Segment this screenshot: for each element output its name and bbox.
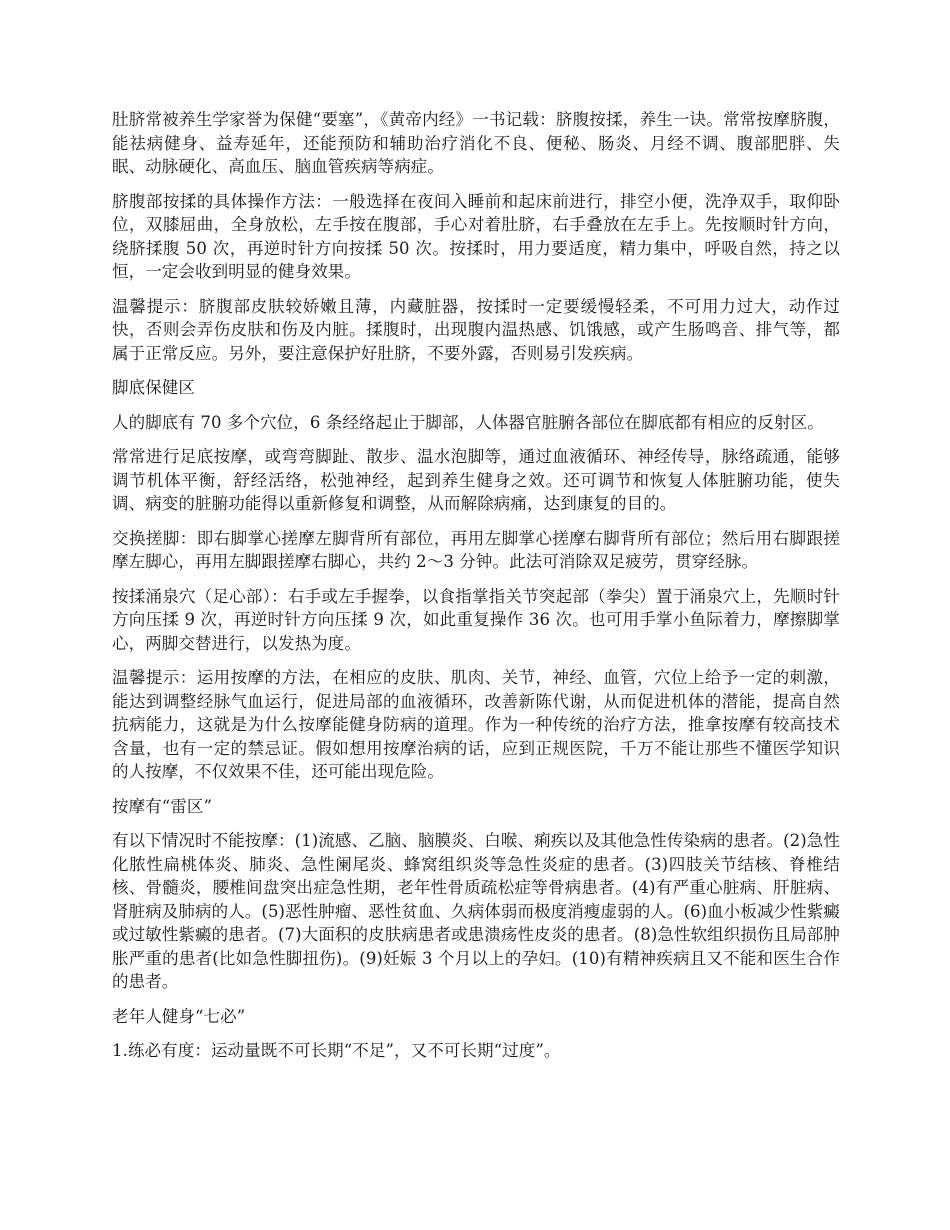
- paragraph-sole-massage: 常常进行足底按摩，或弯弯脚趾、散步、温水泡脚等，通过血液循环、神经传导，脉络疏通，能够调节机体平衡，舒经活络，松弛神经，起到养生健身之效。还可调节和恢复人体脏腑功能，使失调、病变的脏腑功能得以重新修复和调整，从而解除病痛，达到康复的目的。: [112, 447, 840, 513]
- document-body: [112, 108, 840, 1074]
- paragraph-elderly-rule-1: 1.练必有度：运动量既不可长期“不足”，又不可长期“过度”。: [112, 1041, 561, 1060]
- section-heading-massage-taboo: 按摩有“雷区”: [112, 796, 213, 816]
- paragraph-massage-tip: 温馨提示：运用按摩的方法，在相应的皮肤、肌肉、关节，神经、血管，穴位上给予一定的刺激，能达到调整经脉气血运行，促进局部的血液循环，改善新陈代谢，从而促进机体的潜能，提高自然抗病能力，这就是为什么按摩能健身防病的道理。作为一种传统的治疗方法，推拿按摩有较高技术含量，也有一定的禁忌证。假如想用按摩治病的话，应到正规医院，千万不能让那些不懂医学知识的人按摩，不仅效果不佳，还可能出现危险。: [112, 668, 840, 781]
- paragraph-navel-intro: 肚脐常被养生学家誉为保健“要塞”，《黄帝内经》一书记载：脐腹按揉，养生一诀。常常按摩脐腹，能祛病健身、益寿延年，还能预防和辅助治疗消化不良、便秘、肠炎、月经不调、腹部肥胖、失眠、动脉硬化、高血压、脑血管疾病等病症。: [112, 110, 840, 176]
- paragraph-navel-tip: 温馨提示：脐腹部皮肤较娇嫩且薄，内藏脏器，按揉时一定要缓慢轻柔，不可用力过大，动作过快，否则会弄伤皮肤和伤及内脏。揉腹时，出现腹内温热感、饥饿感，或产生肠鸣音、排气等，都属于正常反应。另外，要注意保护好肚脐，不要外露，否则易引发疾病。: [112, 296, 840, 363]
- paragraph-massage-contraindications: 有以下情况时不能按摩：(1)流感、乙脑、脑膜炎、白喉、痢疾以及其他急性传染病的患者。(2)急性化脓性扁桃体炎、肺炎、急性阑尾炎、蜂窝组织炎等急性炎症的患者。(3)四肢关节结核、脊椎结核、骨髓炎，腰椎间盘突出症急性期，老年性骨质疏松症等骨病患者。(4)有严重心脏病、肝脏病、肾脏病及肺病的人。(5)恶性肿瘤、恶性贫血、久病体弱而极度消瘦虚弱的人。(6)血小板减少性紫癜或过敏性紫癜的患者。(7)大面积的皮肤病患者或患溃疡性皮炎的患者。(8)急性软组织损伤且局部肿胀严重的患者(比如急性脚扭伤)。(9)妊娠 3 个月以上的孕妇。(10)有精神疾病且又不能和医生合作的患者。: [112, 831, 840, 991]
- paragraph-foot-rub: 交换搓脚：即右脚掌心搓摩左脚背所有部位，再用左脚掌心搓摩右脚背所有部位；然后用右脚跟搓摩左脚心，再用左脚跟搓摩右脚心，共约 2～3 分钟。此法可消除双足疲劳，贯穿经脉。: [112, 528, 840, 571]
- paragraph-navel-method: 脐腹部按揉的具体操作方法：一般选择在夜间入睡前和起床前进行，排空小便，洗净双手，取仰卧位，双膝屈曲，全身放松，左手按在腹部，手心对着肚脐，右手叠放在左手上。先按顺时针方向，绕脐揉腹 50 次，再逆时针方向按揉 50 次。按揉时，用力要适度，精力集中，呼吸自然，持之以恒，一定会收到明显的健身效果。: [112, 191, 840, 281]
- section-heading-elderly-fitness: 老年人健身“七必”: [112, 1006, 246, 1026]
- section-heading-sole: 脚底保健区: [112, 378, 195, 397]
- paragraph-sole-intro: 人的脚底有 70 多个穴位，6 条经络起止于脚部，人体器官脏腑各部位在脚底都有相应的反射区。: [112, 412, 824, 432]
- paragraph-yongquan: 按揉涌泉穴（足心部）：右手或左手握拳，以食指掌指关节突起部（拳尖）置于涌泉穴上，先顺时针方向压揉 9 次，再逆时针方向压揉 9 次，如此重复操作 36 次。也可用手掌小鱼际着力，摩擦脚掌心，两脚交替进行，以发热为度。: [112, 586, 840, 653]
